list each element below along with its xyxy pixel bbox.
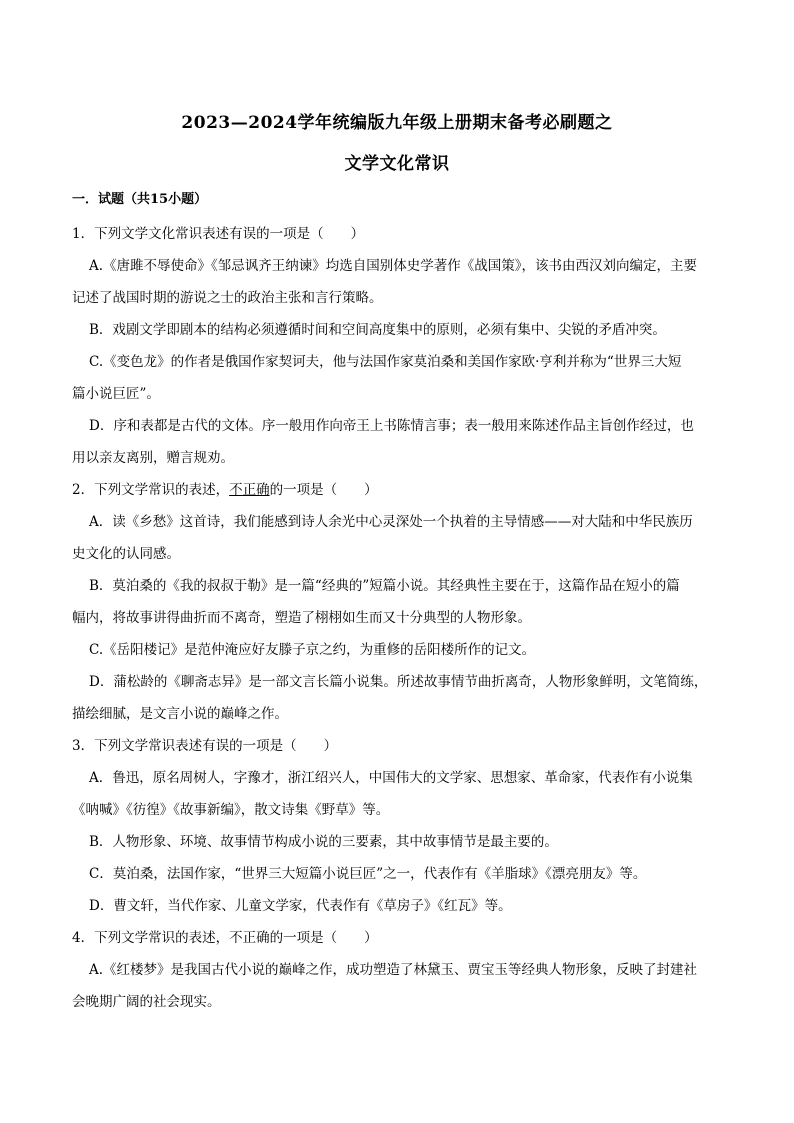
option-line: 描绘细腻，是文言小说的巅峰之作。 [72, 706, 288, 722]
question-2-option-c [72, 634, 732, 666]
option-line: C.《变色龙》的作者是俄国作家契诃夫，他与法国作家莫泊桑和美国作家欧·亨利并称为“世界三大短 [89, 354, 682, 370]
option-line: C．莫泊桑，法国作家，“世界三大短篇小说巨匠”之一，代表作有《羊脂球》《漂亮朋友》等。 [89, 866, 647, 882]
question-1 [72, 218, 732, 474]
question-3 [72, 730, 732, 922]
question-1-option-b [72, 314, 732, 346]
question-4-option-a [72, 954, 732, 1018]
option-line: A．读《乡愁》这首诗，我们能感到诗人余光中心灵深处一个执着的主导情感——对大陆和中华民族历 [89, 514, 693, 530]
question-3-option-a [72, 762, 732, 826]
option-line: A.《唐雎不辱使命》《邹忌讽齐王纳谏》均选自国别体史学著作《战国策》，该书由西汉刘向编定，主要 [89, 258, 698, 274]
question-2-stem [72, 474, 732, 506]
option-line: B．人物形象、环境、故事情节构成小说的三要素，其中故事情节是最主要的。 [89, 834, 558, 850]
question-3-option-c [72, 858, 732, 890]
question-4 [72, 922, 732, 1018]
stem-text: 的一项是（ ） [269, 482, 378, 498]
question-1-stem: 1．下列文学文化常识表述有误的一项是（ ） [72, 226, 365, 242]
option-line: D．序和表都是古代的文体。序一般用作向帝王上书陈情言事；表一般用来陈述作品主旨创作经过，也 [89, 418, 694, 434]
question-4-stem: 4．下列文学常识的表述，不正确的一项是（ ） [72, 930, 378, 946]
option-line: A．鲁迅，原名周树人，字豫才，浙江绍兴人，中国伟大的文学家、思想家、革命家，代表作有小说集 [89, 770, 693, 786]
option-line: 《呐喊》《彷徨》《故事新编》，散文诗集《野草》等。 [72, 802, 390, 818]
question-2 [72, 474, 732, 730]
question-2-option-d [72, 666, 732, 730]
option-line: 用以亲友离别，赠言规劝。 [72, 450, 234, 466]
question-2-option-b [72, 570, 732, 634]
option-line: C.《岳阳楼记》是范仲淹应好友滕子京之约，为重修的岳阳楼所作的记文。 [89, 642, 536, 658]
option-line: A.《红楼梦》是我国古代小说的巅峰之作，成功塑造了林黛玉、贾宝玉等经典人物形象，反映了封建社 [89, 962, 698, 978]
option-line: B．戏剧文学即剧本的结构必须遵循时间和空间高度集中的原则，必须有集中、尖锐的矛盾冲突。 [89, 322, 666, 338]
section-heading: 一．试题（共15小题） [72, 192, 208, 207]
option-line: 记述了战国时期的游说之士的政治主张和言行策略。 [72, 290, 383, 306]
question-list [72, 218, 732, 1018]
question-3-option-d [72, 890, 732, 922]
option-line: D．蒲松龄的《聊斋志异》是一部文言长篇小说集。所述故事情节曲折离奇，人物形象鲜明，文笔简练， [89, 674, 708, 690]
stem-underlined-text: 不正确 [229, 482, 270, 498]
option-line: 篇小说巨匠”。 [72, 386, 160, 402]
option-line: D．曹文轩，当代作家、儿童文学家，代表作有《草房子》《红瓦》等。 [89, 898, 512, 914]
question-1-option-a [72, 250, 732, 314]
question-2-option-a [72, 506, 732, 570]
option-line: 幅内，将故事讲得曲折而不离奇，塑造了栩栩如生而又十分典型的人物形象。 [72, 610, 531, 626]
question-1-option-c [72, 346, 732, 410]
document-title-line-2: 文学文化常识 [344, 154, 450, 174]
question-1-option-d [72, 410, 732, 474]
question-3-stem: 3．下列文学常识表述有误的一项是（ ） [72, 738, 338, 754]
option-line: 会晚期广阔的社会现实。 [72, 994, 221, 1010]
document-title-line-1: 2023—2024学年统编版九年级上册期末备考必刷题之 [181, 113, 613, 133]
option-line: 史文化的认同感。 [72, 546, 180, 562]
option-line: B．莫泊桑的《我的叔叔于勒》是一篇“经典的”短篇小说。其经典性主要在于，这篇作品在短小的篇 [89, 578, 680, 594]
stem-text: 2．下列文学常识的表述， [72, 482, 230, 498]
question-3-option-b [72, 826, 732, 858]
